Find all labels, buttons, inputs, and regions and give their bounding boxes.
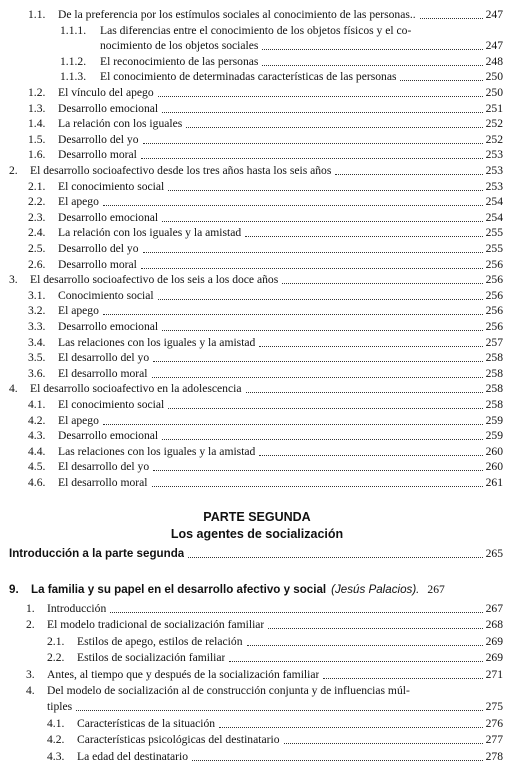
toc-entry-text: Desarrollo del yo (58, 132, 139, 146)
toc-entry[interactable] (28, 226, 503, 240)
toc-entry[interactable] (28, 242, 503, 256)
leader-dots (247, 645, 483, 646)
leader-dots (282, 283, 482, 284)
toc-entry-number: 1.1.2. (60, 54, 87, 68)
toc-entry[interactable] (28, 180, 503, 194)
toc-entry-number: 2.2. (28, 195, 46, 209)
toc-entry-number: 4.1. (47, 716, 65, 730)
toc-entry-number: 4.2. (28, 413, 46, 427)
leader-dots (162, 439, 482, 440)
leader-dots (153, 470, 482, 471)
leader-dots (158, 96, 483, 97)
toc-entry[interactable] (47, 700, 503, 714)
toc-page-number: 256 (485, 304, 503, 318)
toc-page-number: 269 (485, 651, 503, 665)
toc-page-number: 256 (485, 257, 503, 271)
toc-entry-text: tiples (47, 700, 73, 714)
toc-entry[interactable] (28, 460, 503, 474)
chapter-title: La familia y su papel en el desarrollo afectivo y social (31, 583, 327, 596)
toc-entry[interactable] (28, 211, 503, 225)
toc-entry-number: 3.1. (28, 288, 46, 302)
toc-entry-number: 1.1.1. (60, 23, 87, 37)
toc-entry-number: 3. (26, 667, 35, 681)
toc-page-number: 259 (485, 413, 503, 427)
toc-entry-number: 2.1. (28, 179, 46, 193)
toc-entry[interactable] (26, 618, 503, 632)
toc-entry-number: 2.2. (47, 651, 65, 665)
toc-page-number: 256 (485, 320, 503, 333)
part-label: PARTE SEGUNDA (203, 510, 311, 524)
leader-dots (192, 760, 483, 761)
toc-entry[interactable] (47, 635, 503, 649)
toc-entry-text: Desarrollo emocional (58, 320, 159, 333)
toc-entry-text: El conocimiento de determinadas características de las personas (100, 70, 397, 84)
toc-entry[interactable] (28, 367, 503, 381)
toc-entry-number: 2.4. (28, 226, 46, 240)
toc-entry-text: El desarrollo moral (58, 366, 148, 380)
toc-entry[interactable] (9, 382, 503, 396)
toc-page-number: 259 (485, 429, 503, 443)
toc-page-number: 247 (485, 8, 503, 21)
toc-page-number: 252 (485, 117, 503, 131)
toc-entry[interactable] (9, 164, 503, 178)
toc-entry[interactable] (28, 86, 503, 100)
toc-page-number: 260 (485, 444, 503, 458)
toc-entry-number: 1.5. (28, 132, 46, 146)
toc-page-number: 261 (485, 476, 503, 489)
toc-entry-text: El conocimiento social (58, 398, 165, 411)
leader-dots (158, 299, 483, 300)
toc-page-number: 258 (485, 366, 503, 380)
toc-entry-number: 1.6. (28, 148, 46, 162)
toc-page-number: 277 (485, 733, 503, 747)
toc-page-number: 269 (485, 634, 503, 648)
toc-entry-text: La relación con los iguales y la amistad (58, 226, 242, 240)
leader-dots (259, 346, 482, 347)
toc-entry-text: Desarrollo emocional (58, 101, 159, 115)
toc-entry-text: Introducción a la parte segunda (9, 547, 185, 560)
toc-entry-text: Características psicológicas del destinatario (77, 733, 280, 747)
toc-entry[interactable] (28, 336, 503, 350)
toc-entry[interactable] (28, 445, 503, 459)
toc-page-number: 258 (485, 351, 503, 365)
toc-entry-number: 2.1. (47, 634, 65, 648)
toc-entry-text: El vínculo del apego (58, 86, 154, 99)
toc-page-number: 257 (485, 335, 503, 349)
toc-entry-number: 2.6. (28, 257, 46, 271)
toc-entry-text: La relación con los iguales (58, 117, 183, 131)
toc-entry-text: Introducción (47, 602, 107, 615)
toc-entry[interactable] (28, 102, 503, 116)
chapter-author: (Jesús Palacios). (331, 583, 420, 596)
toc-entry-text: Estilos de apego, estilos de relación (77, 634, 243, 648)
leader-dots (143, 252, 483, 253)
leader-dots (103, 205, 483, 206)
toc-page-number: 247 (485, 39, 503, 53)
leader-dots (420, 18, 483, 19)
toc-entry-number: 2.5. (28, 242, 46, 255)
leader-dots (186, 127, 482, 128)
toc-entry[interactable] (28, 289, 503, 303)
leader-dots (323, 678, 482, 679)
toc-entry-text: El desarrollo del yo (58, 460, 150, 474)
toc-entry-text: El desarrollo socioafectivo de los seis a los doce años (30, 273, 279, 287)
toc-entry-number: 2.3. (28, 210, 46, 224)
leader-dots (103, 314, 483, 315)
leader-dots (141, 268, 483, 269)
toc-page-number: 255 (485, 242, 503, 255)
toc-entry-number: 4.3. (28, 429, 46, 443)
toc-entry-text: El apego (58, 195, 99, 209)
toc-page-number: 250 (485, 70, 503, 84)
leader-dots (259, 455, 482, 456)
toc-entry[interactable] (28, 476, 503, 490)
toc-page-number: 253 (485, 148, 503, 162)
leader-dots (246, 392, 483, 393)
leader-dots (168, 190, 482, 191)
toc-entry-intro[interactable] (9, 547, 503, 561)
leader-dots (110, 612, 482, 613)
toc-entry-text: El reconocimiento de las personas (100, 54, 259, 68)
toc-entry-number: 4.5. (28, 460, 46, 474)
toc-entry-number: 4.2. (47, 733, 65, 747)
toc-entry-text: Desarrollo del yo (58, 242, 139, 255)
toc-entry-text: El desarrollo moral (58, 476, 148, 489)
toc-entry-number: 3.5. (28, 351, 46, 365)
leader-dots (284, 743, 483, 744)
toc-entry[interactable] (60, 24, 503, 38)
toc-entry[interactable] (47, 651, 503, 665)
toc-entry-text: El desarrollo socioafectivo en la adolescencia (30, 382, 242, 396)
toc-page-number: 256 (485, 273, 503, 287)
leader-dots (188, 557, 482, 558)
toc-entry-number: 3.3. (28, 320, 46, 333)
leader-dots (153, 361, 482, 362)
leader-dots (152, 486, 483, 487)
toc-entry-number: 4.6. (28, 476, 46, 489)
toc-entry[interactable] (28, 195, 503, 209)
toc-page-number: 248 (485, 54, 503, 68)
leader-dots (141, 158, 483, 159)
toc-entry-number: 4.3. (47, 749, 65, 763)
toc-entry-text: nocimiento de los objetos sociales (100, 39, 259, 53)
toc-entry-text: Desarrollo moral (58, 148, 137, 162)
leader-dots (162, 112, 482, 113)
toc-entry-text: Conocimiento social (58, 288, 154, 302)
toc-entry-chapter[interactable] (9, 583, 503, 597)
toc-entry-number: 3. (9, 273, 18, 287)
toc-entry-text: El apego (58, 413, 99, 427)
leader-dots (268, 628, 482, 629)
toc-page-number: 254 (485, 210, 503, 224)
leader-dots (76, 710, 482, 711)
toc-entry[interactable] (28, 117, 503, 131)
toc-entry-number: 2. (9, 164, 18, 177)
toc-entry-text: Las relaciones con los iguales y la amistad (58, 335, 256, 349)
leader-dots (262, 65, 482, 66)
toc-page-number: 268 (485, 618, 503, 632)
toc-entry-number: 1.1. (28, 8, 46, 21)
toc-entry[interactable] (28, 398, 503, 412)
toc-entry-number: 3.6. (28, 366, 46, 380)
toc-page-number: 258 (485, 398, 503, 411)
leader-dots (103, 424, 483, 425)
toc-entry[interactable] (28, 8, 503, 22)
toc-entry-text: Antes, al tiempo que y después de la socialización familiar (47, 667, 320, 681)
toc-entry[interactable] (28, 320, 503, 334)
toc-page-number: 265 (485, 547, 503, 560)
leader-dots (245, 236, 482, 237)
leader-dots (162, 330, 482, 331)
toc-entry-text: El conocimiento social (58, 179, 165, 193)
toc-page-number: 256 (485, 288, 503, 302)
leader-dots (143, 143, 483, 144)
toc-entry-text: Las diferencias entre el conocimiento de los objetos físicos y el co- (100, 23, 412, 37)
toc-entry-text: Las relaciones con los iguales y la amistad (58, 444, 256, 458)
leader-dots (229, 661, 482, 662)
leader-dots (152, 377, 483, 378)
toc-entry[interactable] (47, 750, 503, 764)
toc-entry-number: 4.4. (28, 444, 46, 458)
toc-entry[interactable] (47, 717, 503, 731)
toc-page-number: 253 (485, 164, 503, 177)
toc-entry-number: 3.2. (28, 304, 46, 318)
toc-page-number: 253 (485, 179, 503, 193)
toc-page-number: 275 (485, 700, 503, 714)
toc-page-number: 255 (485, 226, 503, 240)
toc-entry-number: 1.3. (28, 101, 46, 115)
toc-page-number: 278 (485, 749, 503, 763)
toc-entry-text: El modelo tradicional de socialización familiar (47, 618, 265, 632)
toc-entry-text: De la preferencia por los estímulos sociales al conocimiento de las personas.. (58, 8, 416, 21)
toc-entry-number: 1.2. (28, 86, 46, 99)
leader-dots (400, 80, 482, 81)
toc-entry-number: 4.1. (28, 398, 46, 411)
toc-page-number: 250 (485, 86, 503, 99)
toc-entry[interactable] (60, 70, 503, 84)
toc-page-number: 252 (485, 132, 503, 146)
part-title: Los agentes de socialización (170, 527, 344, 541)
toc-page-number: 276 (485, 716, 503, 730)
toc-entry-text: Desarrollo moral (58, 257, 137, 271)
toc-entry[interactable] (100, 39, 503, 53)
leader-dots (168, 408, 482, 409)
toc-entry-text: Del modelo de socialización al de construcción conjunta y de influencias múl- (47, 684, 410, 697)
toc-entry-number: 3.4. (28, 335, 46, 349)
toc-entry-text: Estilos de socialización familiar (77, 651, 226, 665)
leader-dots (262, 49, 482, 50)
toc-entry[interactable] (28, 304, 503, 318)
toc-entry[interactable] (26, 684, 503, 698)
toc-page-number: 258 (485, 382, 503, 396)
toc-entry-number: 4. (9, 382, 18, 396)
toc-entry[interactable] (26, 602, 503, 616)
toc-entry-text: Desarrollo emocional (58, 429, 159, 443)
toc-entry[interactable] (28, 414, 503, 428)
toc-page-number: 267 (485, 602, 503, 615)
toc-entry[interactable] (28, 429, 503, 443)
toc-entry[interactable] (26, 668, 503, 682)
toc-entry-number: 1.1.3. (60, 70, 87, 84)
toc-entry-number: 4. (26, 684, 35, 697)
toc-entry-text: El apego (58, 304, 99, 318)
toc-entry[interactable] (47, 733, 503, 747)
leader-dots (219, 727, 483, 728)
toc-entry-text: El desarrollo del yo (58, 351, 150, 365)
toc-entry[interactable] (28, 133, 503, 147)
toc-entry[interactable] (28, 351, 503, 365)
toc-entry-text: Desarrollo emocional (58, 210, 159, 224)
toc-entry-number: 2. (26, 618, 35, 632)
toc-entry-text: La edad del destinatario (77, 749, 189, 763)
toc-entry[interactable] (28, 258, 503, 272)
toc-page-number: 271 (485, 667, 503, 681)
toc-entry-number: 1. (26, 602, 35, 615)
toc-page-number: 260 (485, 460, 503, 474)
toc-entry-text: El desarrollo socioafectivo desde los tres años hasta los seis años (30, 164, 332, 177)
toc-page-number: 267 (427, 583, 445, 596)
toc-page-number: 254 (485, 195, 503, 209)
toc-entry[interactable] (60, 55, 503, 69)
leader-dots (335, 174, 482, 175)
toc-page-number: 251 (485, 101, 503, 115)
toc-entry-text: Características de la situación (77, 716, 216, 730)
toc-entry[interactable] (28, 148, 503, 162)
toc-entry[interactable] (9, 273, 503, 287)
chapter-number: 9. (9, 583, 19, 596)
leader-dots (162, 221, 482, 222)
toc-entry-number: 1.4. (28, 117, 46, 131)
